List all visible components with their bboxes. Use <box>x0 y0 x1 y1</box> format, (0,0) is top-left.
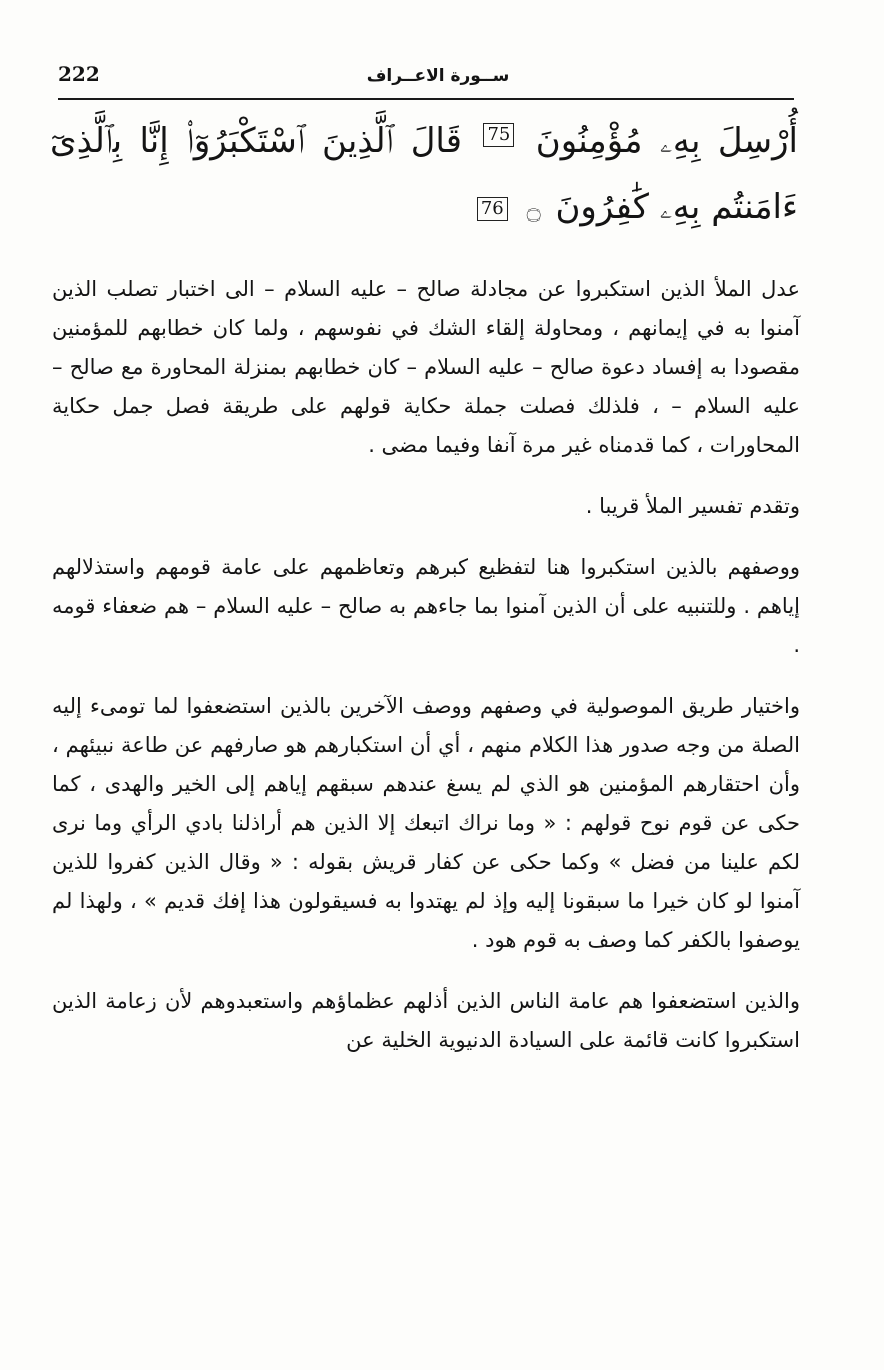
paragraph-1: عدل الملأ الذين استكبروا عن مجادلة صالح – عليه السلام – الى اختبار تصلب الذين آمنوا به في إيمانهم ، ومحاولة إلقاء الشك في نفوسهم ، ولما كان خطابهم للمؤمنين مقصودا به إفساد دعوة صالح – عليه السلام – كان خطابهم بمنزلة المحاورة مع صالح – عليه السلام – ، فلذلك فصلت جملة حكاية قولهم على طريقة فصل جمل حكاية المحاورات ، كما قدمناه غير مرة آنفا وفيما مضى . <box>52 277 800 457</box>
header-rule <box>58 98 794 100</box>
paragraph-5: والذين استضعفوا هم عامة الناس الذين أذلهم عظماؤهم واستعبدوهم لأن زعامة الذين استكبروا كانت قائمة على السيادة الدنيوية الخلية عن <box>52 989 800 1052</box>
verse-76-start-number: 75 <box>483 123 514 147</box>
paragraph-4: واختيار طريق الموصولية في وصفهم ووصف الآخرين بالذين استضعفوا لما تومىء إليه الصلة من وجه صدور هذا الكلام منهم ، أي أن استكبارهم هو صارفهم عن طاعة نبيئهم ، وأن احتقارهم المؤمنين هو الذي لم يسغ عندهم سبقهم إياهم إلى الخير والهدى ، كما حكى عن قوم نوح قولهم : « وما نراك اتبعك إلا الذين هم أراذلنا بادي الرأي وما نرى لكم علينا من فضل » وكما حكى عن كفار قريش بقوله : « وقال الذين كفروا للذين آمنوا لو كان خيرا ما سبقونا إليه وإذ لم يهتدوا به فسيقولون هذا إفك قديم » ، ولهذا لم يوصفوا بالكفر كما وصف به قوم هود . <box>52 694 800 952</box>
paragraph-3: ووصفهم بالذين استكبروا هنا لتفظيع كبرهم وتعاظمهم على عامة قومهم واستذلالهم إياهم . وللتنبيه على أن الذين آمنوا بما جاءهم به صالح – عليه السلام – هم ضعفاء قومه . <box>52 555 800 657</box>
page-number: 222 <box>58 62 100 86</box>
quran-verse-block <box>50 108 798 243</box>
paragraph-2: وتقدم تفسير الملأ قريبا . <box>585 494 800 518</box>
verse-76-end-number: 76 <box>477 197 508 221</box>
verse-75-tail: أُرْسِلَ بِهِۦ مُؤْمِنُونَ <box>535 121 798 161</box>
surah-title: ســورة الاعــراف <box>366 66 510 86</box>
verse-76-text: قَالَ ٱلَّذِينَ ٱسْتَكْبَرُوٓا۟ إِنَّا بِٱلَّذِىٓ ءَامَنتُم بِهِۦ كَٰفِرُونَ <box>50 121 798 227</box>
page-header <box>58 58 794 100</box>
commentary-body <box>52 270 800 1060</box>
ayah-end-icon: ۝ <box>526 196 541 224</box>
